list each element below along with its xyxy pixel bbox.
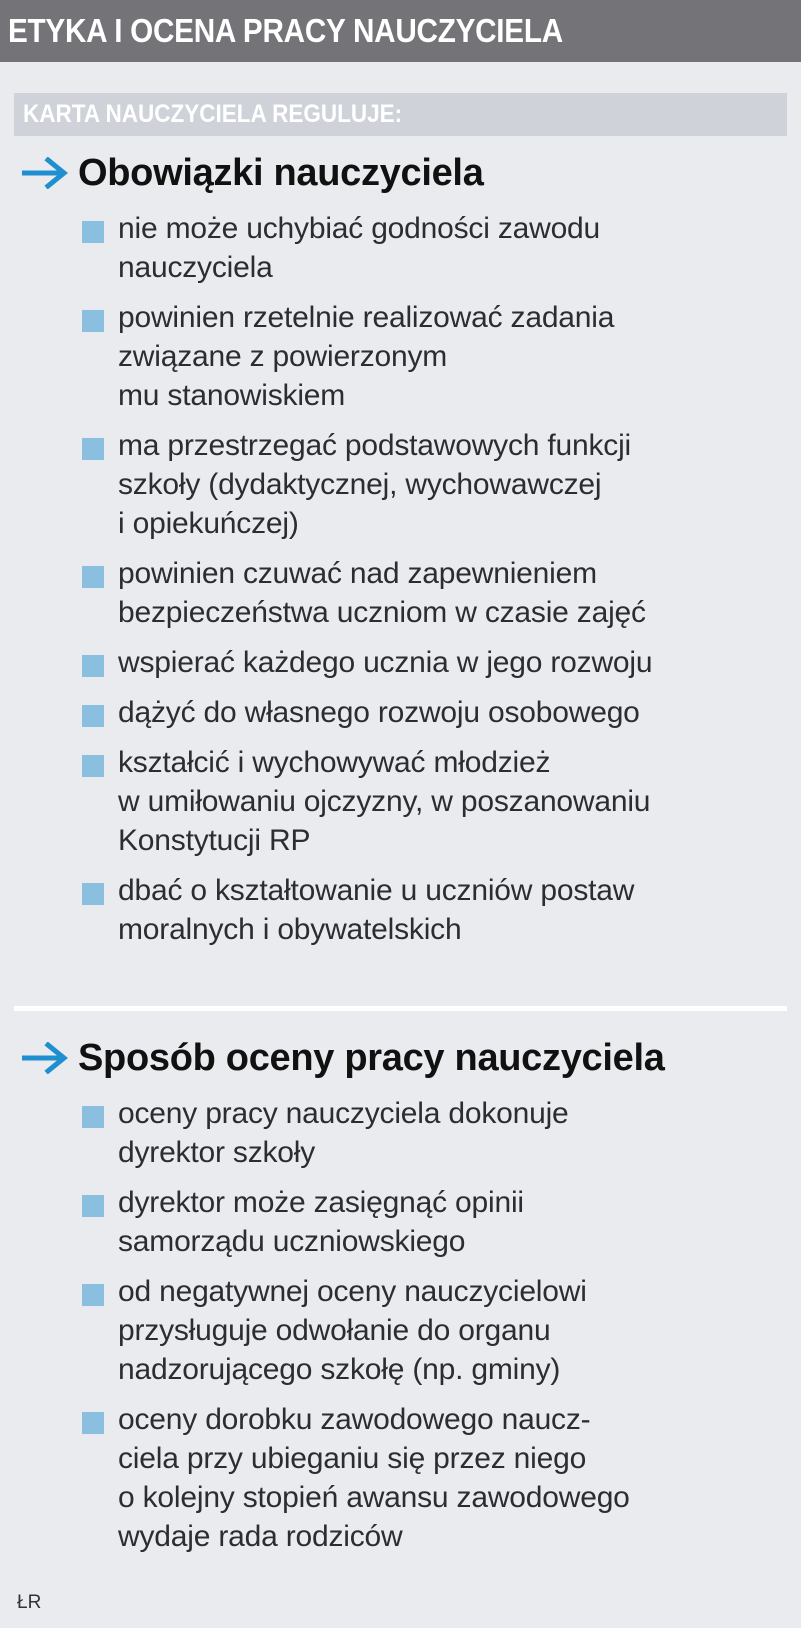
square-bullet-icon	[82, 1106, 104, 1128]
list-item: dbać o kształtowanie u uczniów postaw moralnych i obywatelskich	[0, 871, 805, 949]
section-divider	[14, 1006, 787, 1011]
list-item: od negatywnej oceny nauczycielowi przysługuje odwołanie do organu nadzorującego szkołę (np. gminy)	[0, 1272, 805, 1389]
list-item: nie może uchybiać godności zawodu nauczyciela	[0, 209, 805, 287]
square-bullet-icon	[82, 755, 104, 777]
list-item: powinien czuwać nad zapewnieniem bezpieczeństwa uczniom w czasie zajęć	[0, 554, 805, 632]
duties-list	[0, 209, 805, 949]
list-item: wspierać każdego ucznia w jego rozwoju	[0, 643, 805, 682]
square-bullet-icon	[82, 655, 104, 677]
square-bullet-icon	[82, 221, 104, 243]
square-bullet-icon	[82, 310, 104, 332]
square-bullet-icon	[82, 1195, 104, 1217]
list-item: oceny pracy nauczyciela dokonuje dyrektor szkoły	[0, 1094, 805, 1172]
section-duties-heading: Obowiązki nauczyciela	[78, 152, 484, 194]
section-evaluation-header	[0, 1033, 805, 1083]
evaluation-list	[0, 1094, 805, 1556]
section-subtitle	[14, 93, 787, 136]
section-evaluation	[0, 1033, 805, 1556]
square-bullet-icon	[82, 438, 104, 460]
section-evaluation-heading: Sposób oceny pracy nauczyciela	[78, 1037, 665, 1079]
square-bullet-icon	[82, 1412, 104, 1434]
list-item: ma przestrzegać podstawowych funkcji szkoły (dydaktycznej, wychowawczej i opiekuńczej)	[0, 426, 805, 543]
square-bullet-icon	[82, 883, 104, 905]
page-title-text: ETYKA I OCENA PRACY NAUCZYCIELA	[8, 12, 563, 49]
right-border	[801, 0, 805, 1628]
square-bullet-icon	[82, 566, 104, 588]
arrow-right-icon	[22, 157, 70, 189]
author-credit: ŁR	[17, 1592, 42, 1613]
list-item: dyrektor może zasięgnąć opinii samorządu uczniowskiego	[0, 1183, 805, 1261]
page-title	[0, 0, 803, 62]
list-item: kształcić i wychowywać młodzież w umiłowaniu ojczyzny, w poszanowaniu Konstytucji RP	[0, 743, 805, 860]
arrow-right-icon	[22, 1042, 70, 1074]
subtitle-text: KARTA NAUCZYCIELA REGULUJE:	[23, 100, 403, 128]
square-bullet-icon	[82, 705, 104, 727]
list-item: powinien rzetelnie realizować zadania związane z powierzonym mu stanowiskiem	[0, 298, 805, 415]
section-duties	[0, 148, 805, 949]
list-item: oceny dorobku zawodowego naucz- ciela przy ubieganiu się przez niego o kolejny stopień awansu zawodowego wydaje rada rodziców	[0, 1400, 805, 1556]
square-bullet-icon	[82, 1284, 104, 1306]
section-duties-header	[0, 148, 805, 198]
list-item: dążyć do własnego rozwoju osobowego	[0, 693, 805, 732]
